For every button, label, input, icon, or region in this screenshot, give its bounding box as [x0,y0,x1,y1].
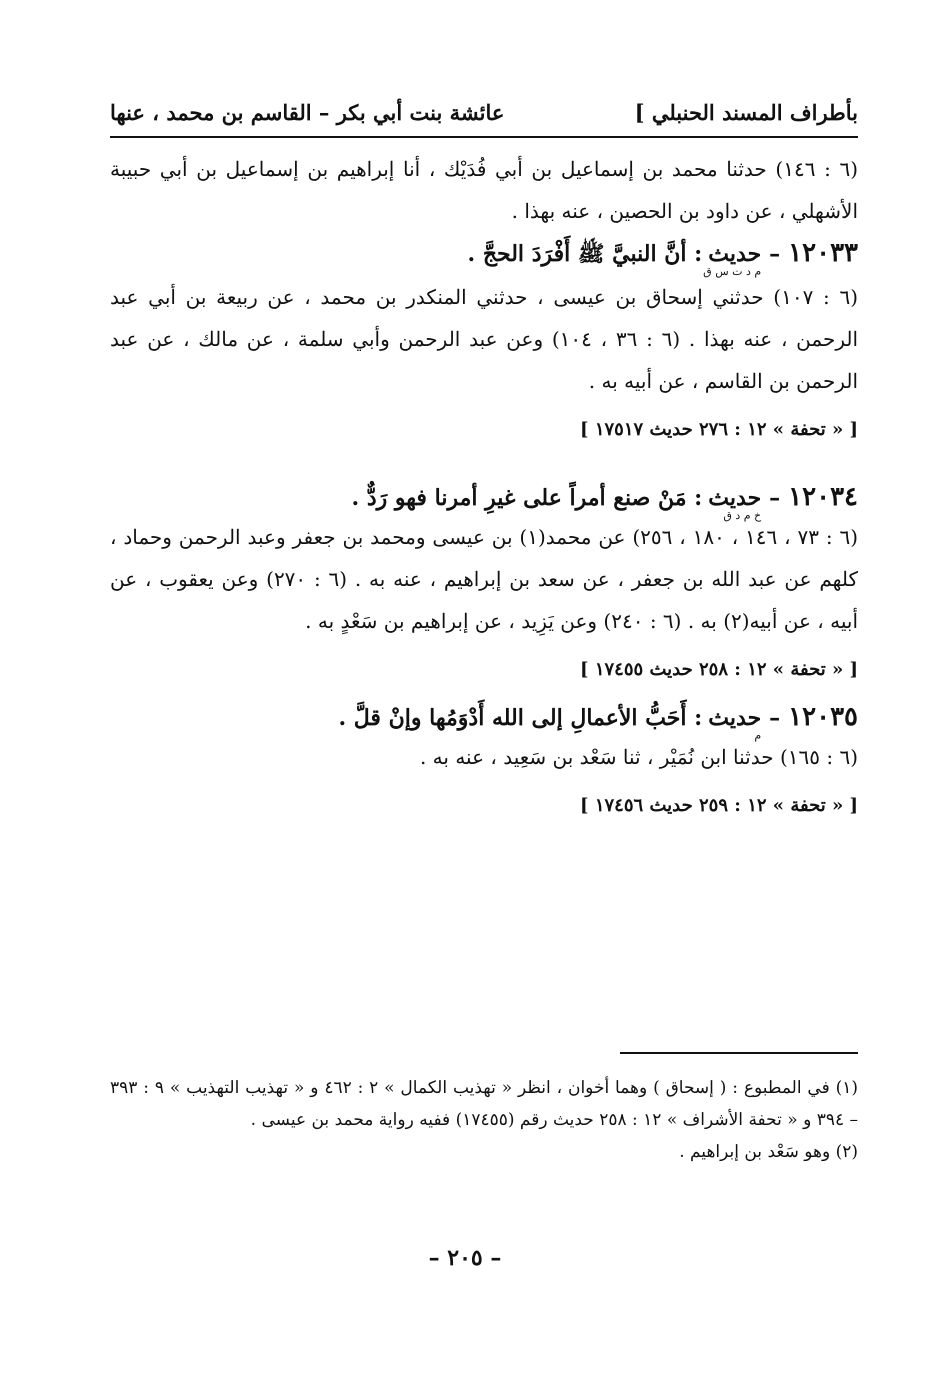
hadith-text: : مَنْ صنع أمراً على غيرِ أمرنا فهو رَدٌّ . [351,485,703,511]
tuhfa-reference: [ « تحفة » ١٢ : ٢٥٩ حديث ١٧٤٥٦ ] [580,795,858,816]
page-body [110,148,858,838]
hadith-label [708,705,762,742]
hadith-entry [110,238,858,450]
tuhfa-reference: [ « تحفة » ١٢ : ٢٥٨ حديث ١٧٤٥٥ ] [580,659,858,680]
source-symbols: م [754,729,762,742]
tuhfa-reference: [ « تحفة » ١٢ : ٢٧٦ حديث ١٧٥١٧ ] [580,419,858,440]
hadith-chain: (٦ : ١٦٥) حدثنا ابن نُمَيْر ، ثنا سَعْد بن سَعِيد ، عنه به . [419,745,858,769]
hadith-entry [110,702,858,826]
hadith-label-text: حديث [708,241,762,267]
hadith-number: ١٢٠٣٣ [788,238,858,268]
hadith-label-text: حديث [708,485,762,511]
hadith-number: ١٢٠٣٥ [788,702,858,732]
footnote-rule [620,1052,858,1054]
hadith-chain: (٦ : ٧٣ ، ١٤٦ ، ١٨٠ ، ٢٥٦) عن محمد(١) بن عيسى ومحمد بن جعفر وعبد الرحمن وحماد ، كلهم عن عبد الله بن جعفر ، عن سعد بن إبراهيم ، عنه به . (٦ : ٢٧٠) وعن يعقوب ، عن أبيه ، عن أبيه(٢) به . (٦ : ٢٤٠) وعن يَزِيد ، عن إبراهيم بن سَعْدٍ به . [110,525,859,633]
hadith-label [703,241,762,278]
hadith-heading [110,482,858,522]
hadith-dash: – [769,705,781,731]
header-book-title: بأطراف المسند الحنبلي ] [634,99,858,125]
hadith-dash: – [769,485,781,511]
footnote: (١) في المطبوع : ( إسحاق ) وهما أخوان ، انظر « تهذيب الكمال » ٢ : ٤٦٢ و « تهذيب التهذيب » ٩ : ٣٩٣ – ٣٩٤ و « تحفة الأشراف » ١٢ : ٢٥٨ حديث رقم (١٧٤٥٥) ففيه رواية محمد بن عيسى . [110,1078,858,1130]
hadith-chain: (٦ : ١٠٧) حدثني إسحاق بن عيسى ، حدثني المنكدر بن محمد ، عن ربيعة بن أبي عبد الرحمن ، عنه بهذا . (٦ : ٣٦ ، ١٠٤) وعن عبد الرحمن وأبي سلمة ، عن مالك ، عن عبد الرحمن بن القاسم ، عن أبيه به . [110,285,859,393]
hadith-text: : أنَّ النبيَّ ﷺ أَفْرَدَ الحجَّ . [467,241,703,267]
header-chapter-title: عائشة بنت أبي بكر – القاسم بن محمد ، عنها [110,99,505,125]
page-number: – ٢٠٥ – [428,1245,502,1271]
hadith-dash: – [769,241,781,267]
source-symbols: م د ت س ق [703,265,762,278]
header-rule [110,136,858,138]
source-symbols: خ م د ق [723,509,762,522]
footnotes [110,1072,858,1168]
hadith-label [708,485,762,522]
hadith-heading [110,702,858,742]
footnote: (٢) وهو سَعْد بن إبراهيم . [679,1142,858,1162]
hadith-label-text: حديث [708,705,762,731]
hadith-heading [110,238,858,278]
hadith-entry [110,482,858,690]
hadith-number: ١٢٠٣٤ [788,482,858,512]
hadith-text: : أَحَبُّ الأعمالِ إلى الله أَدْوَمُها وإنْ قلَّ . [338,705,703,731]
running-header [110,92,858,132]
intro-paragraph: (٦ : ١٤٦) حدثنا محمد بن إسماعيل بن أبي فُدَيْك ، أنا إبراهيم بن إسماعيل بن أبي حبيبة الأشهلي ، عن داود بن الحصين ، عنه بهذا . [110,157,859,223]
